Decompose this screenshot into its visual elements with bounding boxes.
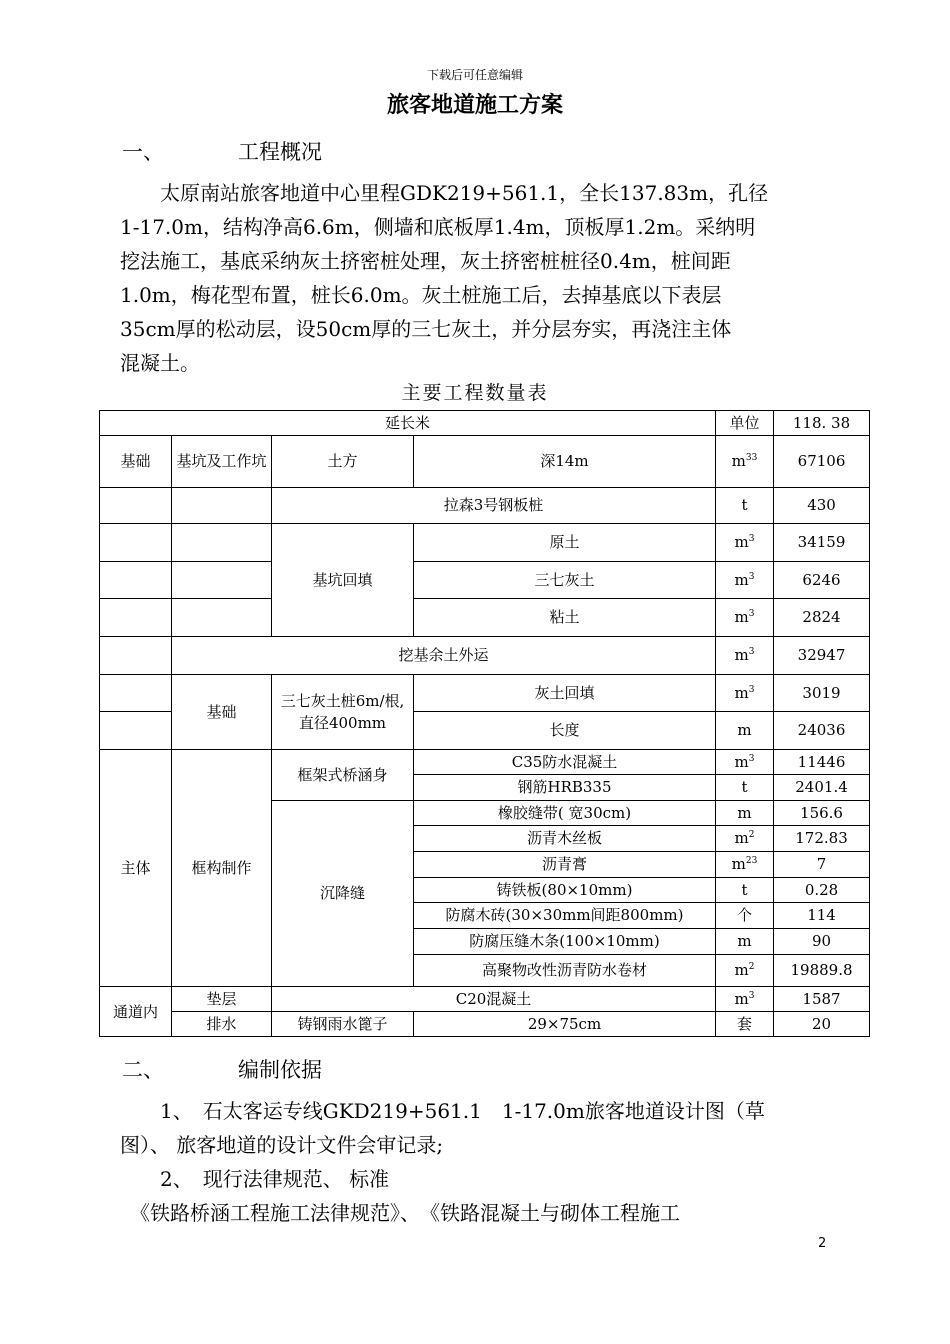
cell-unit: m xyxy=(716,929,774,955)
cell-category: 通道内 xyxy=(100,987,172,1037)
table-row xyxy=(100,987,870,1012)
cell-unit: t xyxy=(716,878,774,903)
cell-unit xyxy=(716,852,774,878)
cell-group: 铸钢雨水篦子 xyxy=(272,1012,414,1037)
cell-subcategory: 基坑及工作坑 xyxy=(172,436,272,488)
table-row xyxy=(100,524,870,562)
unit-text: m xyxy=(734,533,749,551)
cell-qty: 90 xyxy=(774,929,870,955)
section2-number: 二、 xyxy=(122,1058,164,1082)
cell-unit: 套 xyxy=(716,1012,774,1037)
table-caption: 主要工程数量表 xyxy=(401,382,549,404)
unit-text: m xyxy=(731,452,746,470)
cell-extended-meters-label: 延长米 xyxy=(100,411,716,436)
paragraph-line: 混凝土。 xyxy=(120,351,200,375)
cell-unit: m xyxy=(716,712,774,750)
table-row xyxy=(100,750,870,775)
cell-qty: 172.83 xyxy=(774,826,870,852)
unit-superscript: 3 xyxy=(748,684,755,695)
cell-qty: 1587 xyxy=(774,987,870,1012)
cell-empty xyxy=(100,488,172,524)
cell-qty: 24036 xyxy=(774,712,870,750)
quantity-table xyxy=(99,410,870,1037)
section2-body xyxy=(120,1094,830,1230)
paragraph-line: 1-17.0m，结构净高6.6m，侧墙和底板厚1.4m，顶板厚1.2m。采纳明 xyxy=(120,215,756,239)
cell-empty xyxy=(100,562,172,599)
cell-category: 主体 xyxy=(100,750,172,987)
cell-qty: 7 xyxy=(774,852,870,878)
cell-item: 三七灰土 xyxy=(414,562,716,599)
cell-subcategory: 框构制作 xyxy=(172,750,272,987)
unit-text: m xyxy=(734,829,749,847)
unit-superscript: 3 xyxy=(748,571,755,582)
cell-unit xyxy=(716,750,774,775)
cell-item: 防腐压缝木条(100×10mm) xyxy=(414,929,716,955)
paragraph-line: 挖法施工，基底采纳灰土挤密桩处理，灰土挤密桩桩径0.4m，桩间距 xyxy=(120,249,731,273)
cell-item: 沥青膏 xyxy=(414,852,716,878)
cell-qty: 156.6 xyxy=(774,801,870,826)
cell-qty: 118. 38 xyxy=(774,411,870,436)
cell-item: 原土 xyxy=(414,524,716,562)
section1-title: 工程概况 xyxy=(238,140,322,164)
cell-empty xyxy=(100,599,172,637)
unit-superscript: 3 xyxy=(748,990,755,1001)
cell-empty xyxy=(100,524,172,562)
cell-item: 钢筋HRB335 xyxy=(414,775,716,801)
cell-qty: 2401.4 xyxy=(774,775,870,801)
unit-superscript: 3 xyxy=(748,534,755,544)
cell-empty xyxy=(172,562,272,599)
cell-qty: 3019 xyxy=(774,675,870,712)
cell-unit xyxy=(716,637,774,675)
cell-unit xyxy=(716,987,774,1012)
cell-qty: 0.28 xyxy=(774,878,870,903)
unit-text: m xyxy=(734,989,749,1008)
cell-qty: 430 xyxy=(774,488,870,524)
unit-text: m xyxy=(734,683,749,702)
cell-item: 高聚物改性沥青防水卷材 xyxy=(414,955,716,987)
unit-superscript: 3 xyxy=(748,753,755,764)
table-row xyxy=(100,411,870,436)
cell-item: 灰土回填 xyxy=(414,675,716,712)
paragraph-line: 1、 石太客运专线GKD219+561.1 1-17.0m旅客地道设计图（草 xyxy=(120,1099,765,1123)
table-row xyxy=(100,599,870,637)
cell-item: 深14m xyxy=(414,436,716,488)
paragraph-line: 《铁路桥涵工程施工法律规范》、 《铁路混凝土与砌体工程施工 xyxy=(120,1201,680,1225)
unit-text: m xyxy=(731,855,746,873)
cell-item: 防腐木砖(30×30mm间距800mm) xyxy=(414,903,716,929)
cell-qty: 19889.8 xyxy=(774,955,870,987)
cell-item: C20混凝土 xyxy=(272,987,716,1012)
paragraph-line: 图）、 旅客地道的设计文件会审记录; xyxy=(120,1133,444,1157)
unit-text: m xyxy=(734,570,749,589)
paragraph-line: 1.0m，梅花型布置，桩长6.0m。灰土桩施工后，去掉基底以下表层 xyxy=(120,283,722,307)
unit-text: m xyxy=(734,961,749,979)
cell-item: 粘土 xyxy=(414,599,716,637)
section2-title: 编制依据 xyxy=(238,1058,322,1082)
cell-group: 基坑回填 xyxy=(272,524,414,637)
cell-qty: 20 xyxy=(774,1012,870,1037)
cell-item: C35防水混凝土 xyxy=(414,750,716,775)
cell-unit: 个 xyxy=(716,903,774,929)
watermark-text: 下载后可任意编辑 xyxy=(426,68,523,82)
unit-superscript: 3 xyxy=(748,647,755,657)
cell-qty: 114 xyxy=(774,903,870,929)
cell-empty xyxy=(100,675,172,712)
unit-superscript: 33 xyxy=(745,453,758,463)
cell-qty: 67106 xyxy=(774,436,870,488)
cell-category: 基础 xyxy=(100,436,172,488)
cell-item: 拉森3号钢板桩 xyxy=(272,488,716,524)
unit-text: m xyxy=(734,752,749,771)
cell-item: 橡胶缝带( 宽30cm) xyxy=(414,801,716,826)
cell-empty xyxy=(172,524,272,562)
cell-unit xyxy=(716,675,774,712)
cell-subcategory: 基础 xyxy=(172,675,272,750)
paragraph-line: 2、 现行法律规范、 标准 xyxy=(120,1167,390,1191)
section1-body xyxy=(120,176,830,380)
cell-unit xyxy=(716,436,774,488)
page-number: 2 xyxy=(818,1236,827,1251)
unit-text: m xyxy=(734,646,749,664)
cell-group: 框架式桥涵身 xyxy=(272,750,414,801)
cell-item: 挖基余土外运 xyxy=(172,637,716,675)
cell-item: 沥青木丝板 xyxy=(414,826,716,852)
cell-group: 三七灰土桩6m/根,直径400mm xyxy=(272,675,414,750)
document-title: 旅客地道施工方案 xyxy=(386,93,563,118)
cell-qty: 32947 xyxy=(774,637,870,675)
cell-unit: t xyxy=(716,488,774,524)
cell-subcategory: 垫层 xyxy=(172,987,272,1012)
cell-unit xyxy=(716,524,774,562)
cell-unit: t xyxy=(716,775,774,801)
cell-item: 铸铁板(80×10mm) xyxy=(414,878,716,903)
cell-empty xyxy=(172,488,272,524)
paragraph-line: 太原南站旅客地道中心里程GDK219+561.1，全长137.83m，孔径 xyxy=(120,181,769,205)
table-row xyxy=(100,675,870,712)
cell-empty xyxy=(172,599,272,637)
table-row xyxy=(100,436,870,488)
cell-unit xyxy=(716,955,774,987)
cell-group: 沉降缝 xyxy=(272,801,414,987)
cell-unit xyxy=(716,599,774,637)
cell-empty xyxy=(100,712,172,750)
cell-qty: 6246 xyxy=(774,562,870,599)
unit-superscript: 23 xyxy=(745,856,758,866)
cell-unit xyxy=(716,826,774,852)
cell-group: 土方 xyxy=(272,436,414,488)
cell-unit: m xyxy=(716,801,774,826)
cell-item: 长度 xyxy=(414,712,716,750)
cell-item: 29×75cm xyxy=(414,1012,716,1037)
cell-subcategory: 排水 xyxy=(172,1012,272,1037)
unit-superscript: 2 xyxy=(748,830,755,840)
unit-superscript: 2 xyxy=(748,962,755,972)
unit-text: m xyxy=(734,608,749,626)
cell-unit xyxy=(716,562,774,599)
unit-superscript: 3 xyxy=(748,609,755,619)
cell-qty: 11446 xyxy=(774,750,870,775)
cell-qty: 2824 xyxy=(774,599,870,637)
table-row xyxy=(100,637,870,675)
table-row xyxy=(100,562,870,599)
cell-empty xyxy=(100,637,172,675)
table-row xyxy=(100,488,870,524)
cell-qty: 34159 xyxy=(774,524,870,562)
table-row xyxy=(100,1012,870,1037)
cell-unit-header: 单位 xyxy=(716,411,774,436)
paragraph-line: 35cm厚的松动层，设50cm厚的三七灰土，并分层夯实，再浇注主体 xyxy=(120,317,732,341)
section1-number: 一、 xyxy=(122,140,164,164)
